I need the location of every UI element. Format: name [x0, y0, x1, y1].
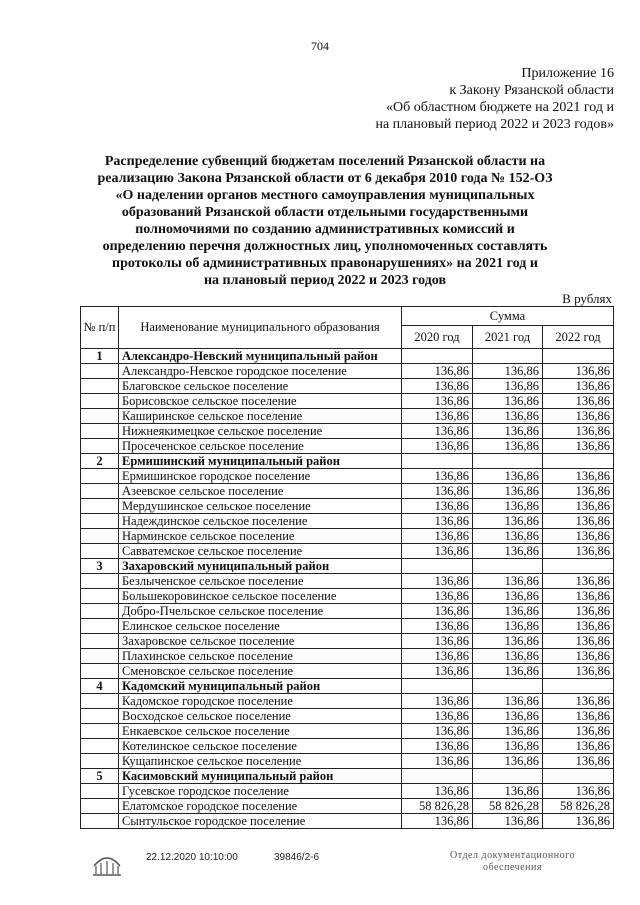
municipality-name: Кадомский муниципальный район [119, 679, 402, 694]
table-row [81, 469, 614, 484]
row-number [81, 604, 119, 619]
table-row [81, 574, 614, 589]
units-label: В рублях [562, 291, 612, 306]
municipality-name: Сменовское сельское поселение [119, 664, 402, 679]
municipality-name: Енкаевское сельское поселение [119, 724, 402, 739]
value-2021: 136,86 [473, 544, 543, 559]
table-row [81, 814, 614, 829]
municipality-name: Нижнеякимецкое сельское поселение [119, 424, 402, 439]
table-row [81, 739, 614, 754]
title-line: «О наделении органов местного самоуправления муниципальных [115, 188, 535, 203]
row-number [81, 394, 119, 409]
value-2022: 58 826,28 [543, 799, 614, 814]
municipality-name: Елинское сельское поселение [119, 619, 402, 634]
value-2020: 136,86 [402, 529, 473, 544]
municipality-name: Плахинское сельское поселение [119, 649, 402, 664]
value-2020 [402, 454, 473, 469]
title-line: полномочиями по созданию административных комиссий и [135, 222, 515, 237]
municipality-name: Восходское сельское поселение [119, 709, 402, 724]
municipality-name: Каширинское сельское поселение [119, 409, 402, 424]
value-2022: 136,86 [543, 544, 614, 559]
appendix-line: Приложение 16 [521, 66, 614, 81]
value-2021: 136,86 [473, 619, 543, 634]
value-2020 [402, 679, 473, 694]
municipality-name: Касимовский муниципальный район [119, 769, 402, 784]
value-2021: 136,86 [473, 694, 543, 709]
title-line: образований Рязанской области отдельными государственными [121, 205, 529, 220]
municipality-name: Савватемское сельское поселение [119, 544, 402, 559]
row-number [81, 544, 119, 559]
value-2021: 136,86 [473, 379, 543, 394]
value-2021: 136,86 [473, 394, 543, 409]
value-2021: 136,86 [473, 724, 543, 739]
value-2021: 136,86 [473, 739, 543, 754]
municipality-name: Борисовское сельское поселение [119, 394, 402, 409]
value-2022: 136,86 [543, 514, 614, 529]
value-2020: 136,86 [402, 469, 473, 484]
value-2020: 136,86 [402, 514, 473, 529]
value-2020: 136,86 [402, 439, 473, 454]
row-number [81, 634, 119, 649]
municipality-name: Ермишинский муниципальный район [119, 454, 402, 469]
value-2022: 136,86 [543, 739, 614, 754]
row-number [81, 754, 119, 769]
duma-logo-icon [90, 848, 124, 878]
title-line: определению перечня должностных лиц, уполномоченных составлять [102, 239, 548, 254]
table-row [81, 439, 614, 454]
value-2022: 136,86 [543, 754, 614, 769]
value-2021: 136,86 [473, 439, 543, 454]
table-row [81, 379, 614, 394]
subvention-table [80, 306, 614, 829]
value-2020: 136,86 [402, 634, 473, 649]
value-2021 [473, 349, 543, 364]
value-2022: 136,86 [543, 634, 614, 649]
value-2020 [402, 769, 473, 784]
value-2021: 136,86 [473, 814, 543, 829]
header-year-2021: 2021 год [473, 326, 543, 349]
table-row [81, 799, 614, 814]
row-number [81, 694, 119, 709]
value-2021: 136,86 [473, 484, 543, 499]
value-2020: 136,86 [402, 604, 473, 619]
value-2022 [543, 454, 614, 469]
title-line: на плановый период 2022 и 2023 годов [203, 273, 447, 288]
table-row [81, 484, 614, 499]
row-number [81, 664, 119, 679]
value-2020: 136,86 [402, 649, 473, 664]
row-number: 3 [81, 559, 119, 574]
value-2021: 136,86 [473, 424, 543, 439]
appendix-line: к Закону Рязанской области [449, 83, 614, 98]
value-2021: 136,86 [473, 529, 543, 544]
page-number: 704 [311, 39, 329, 53]
table-row [81, 604, 614, 619]
municipality-name: Сынтульское городское поселение [119, 814, 402, 829]
value-2021: 136,86 [473, 589, 543, 604]
value-2022: 136,86 [543, 394, 614, 409]
value-2022: 136,86 [543, 439, 614, 454]
value-2022: 136,86 [543, 529, 614, 544]
value-2021: 58 826,28 [473, 799, 543, 814]
header-name: Наименование муниципального образования [119, 307, 402, 349]
value-2021: 136,86 [473, 649, 543, 664]
appendix-line: на плановый период 2022 и 2023 годов» [375, 117, 614, 132]
table-row [81, 424, 614, 439]
value-2022 [543, 349, 614, 364]
municipality-name: Добро-Пчельское сельское поселение [119, 604, 402, 619]
district-row [81, 349, 614, 364]
table-row [81, 364, 614, 379]
row-number [81, 589, 119, 604]
value-2020: 136,86 [402, 619, 473, 634]
value-2021: 136,86 [473, 574, 543, 589]
table-row [81, 709, 614, 724]
value-2022 [543, 559, 614, 574]
district-row [81, 454, 614, 469]
value-2020: 136,86 [402, 544, 473, 559]
value-2022: 136,86 [543, 484, 614, 499]
table-row [81, 514, 614, 529]
value-2022: 136,86 [543, 409, 614, 424]
row-number [81, 574, 119, 589]
row-number [81, 709, 119, 724]
municipality-name: Кадомское городское поселение [119, 694, 402, 709]
row-number [81, 379, 119, 394]
title-line: протоколы об административных правонарушениях» на 2021 год и [112, 256, 538, 271]
district-row [81, 679, 614, 694]
value-2020: 136,86 [402, 424, 473, 439]
value-2020: 136,86 [402, 739, 473, 754]
value-2022: 136,86 [543, 664, 614, 679]
value-2020: 136,86 [402, 754, 473, 769]
value-2022: 136,86 [543, 814, 614, 829]
table-row [81, 544, 614, 559]
table-row [81, 649, 614, 664]
row-number [81, 649, 119, 664]
appendix-header [375, 65, 614, 133]
header-num: № п/п [81, 307, 119, 349]
value-2021: 136,86 [473, 604, 543, 619]
value-2021 [473, 454, 543, 469]
value-2022: 136,86 [543, 604, 614, 619]
row-number [81, 364, 119, 379]
value-2020 [402, 349, 473, 364]
table-row [81, 664, 614, 679]
row-number [81, 739, 119, 754]
row-number [81, 424, 119, 439]
value-2020: 136,86 [402, 499, 473, 514]
table-row [81, 589, 614, 604]
department-stamp [450, 850, 575, 874]
row-number: 2 [81, 454, 119, 469]
appendix-line: «Об областном бюджете на 2021 год и [386, 100, 614, 115]
value-2022: 136,86 [543, 424, 614, 439]
footer-date: 22.12.2020 10:10:00 [146, 852, 238, 863]
row-number: 1 [81, 349, 119, 364]
value-2020: 136,86 [402, 574, 473, 589]
value-2020: 136,86 [402, 694, 473, 709]
value-2021 [473, 769, 543, 784]
value-2020: 136,86 [402, 394, 473, 409]
value-2021: 136,86 [473, 709, 543, 724]
municipality-name: Котелинское сельское поселение [119, 739, 402, 754]
value-2020: 58 826,28 [402, 799, 473, 814]
row-number [81, 724, 119, 739]
municipality-name: Мердушинское сельское поселение [119, 499, 402, 514]
value-2021: 136,86 [473, 364, 543, 379]
municipality-name: Александро-Невский муниципальный район [119, 349, 402, 364]
value-2020 [402, 559, 473, 574]
district-row [81, 769, 614, 784]
stamp-line: Отдел документационного [450, 850, 575, 861]
value-2021: 136,86 [473, 754, 543, 769]
value-2020: 136,86 [402, 814, 473, 829]
document-title [60, 153, 590, 289]
value-2022: 136,86 [543, 694, 614, 709]
table-row [81, 754, 614, 769]
row-number [81, 529, 119, 544]
table-body [81, 349, 614, 829]
value-2021: 136,86 [473, 409, 543, 424]
municipality-name: Захаровский муниципальный район [119, 559, 402, 574]
municipality-name: Азеевское сельское поселение [119, 484, 402, 499]
municipality-name: Безлыченское сельское поселение [119, 574, 402, 589]
row-number: 4 [81, 679, 119, 694]
table-row [81, 394, 614, 409]
value-2021 [473, 559, 543, 574]
value-2022: 136,86 [543, 574, 614, 589]
row-number [81, 409, 119, 424]
stamp-line: обеспечения [483, 862, 542, 873]
table-row [81, 634, 614, 649]
row-number: 5 [81, 769, 119, 784]
value-2020: 136,86 [402, 379, 473, 394]
value-2020: 136,86 [402, 724, 473, 739]
municipality-name: Захаровское сельское поселение [119, 634, 402, 649]
municipality-name: Благовское сельское поселение [119, 379, 402, 394]
value-2021: 136,86 [473, 514, 543, 529]
value-2020: 136,86 [402, 364, 473, 379]
row-number [81, 484, 119, 499]
value-2022: 136,86 [543, 379, 614, 394]
row-number [81, 799, 119, 814]
footer-code: 39846/2-6 [274, 852, 320, 863]
municipality-name: Ермишинское городское поселение [119, 469, 402, 484]
value-2022 [543, 769, 614, 784]
value-2021: 136,86 [473, 469, 543, 484]
table-row [81, 529, 614, 544]
value-2022: 136,86 [543, 619, 614, 634]
value-2022: 136,86 [543, 499, 614, 514]
row-number [81, 784, 119, 799]
value-2022: 136,86 [543, 469, 614, 484]
value-2021: 136,86 [473, 664, 543, 679]
value-2021: 136,86 [473, 499, 543, 514]
value-2020: 136,86 [402, 409, 473, 424]
value-2021 [473, 679, 543, 694]
header-sum: Сумма [402, 307, 614, 326]
municipality-name: Надеждинское сельское поселение [119, 514, 402, 529]
value-2022: 136,86 [543, 724, 614, 739]
title-line: реализацию Закона Рязанской области от 6 декабря 2010 года № 152-ОЗ [97, 171, 553, 186]
header-year-2022: 2022 год [543, 326, 614, 349]
header-year-2020: 2020 год [402, 326, 473, 349]
title-line: Распределение субвенций бюджетам поселений Рязанской области на [104, 154, 546, 169]
district-row [81, 559, 614, 574]
value-2020: 136,86 [402, 664, 473, 679]
row-number [81, 514, 119, 529]
row-number [81, 619, 119, 634]
value-2020: 136,86 [402, 709, 473, 724]
row-number [81, 439, 119, 454]
municipality-name: Нарминское сельское поселение [119, 529, 402, 544]
row-number [81, 499, 119, 514]
row-number [81, 814, 119, 829]
value-2022 [543, 679, 614, 694]
table-row [81, 499, 614, 514]
value-2020: 136,86 [402, 589, 473, 604]
value-2022: 136,86 [543, 709, 614, 724]
municipality-name: Елатомское городское поселение [119, 799, 402, 814]
value-2022: 136,86 [543, 649, 614, 664]
table-row [81, 619, 614, 634]
table-row [81, 694, 614, 709]
value-2020: 136,86 [402, 784, 473, 799]
municipality-name: Просеченское сельское поселение [119, 439, 402, 454]
value-2022: 136,86 [543, 784, 614, 799]
municipality-name: Александро-Невское городское поселение [119, 364, 402, 379]
row-number [81, 469, 119, 484]
table-row [81, 724, 614, 739]
value-2020: 136,86 [402, 484, 473, 499]
municipality-name: Гусевское городское поселение [119, 784, 402, 799]
municipality-name: Кущапинское сельское поселение [119, 754, 402, 769]
value-2022: 136,86 [543, 364, 614, 379]
municipality-name: Большекоровинское сельское поселение [119, 589, 402, 604]
table-row [81, 409, 614, 424]
table-row [81, 784, 614, 799]
value-2022: 136,86 [543, 589, 614, 604]
value-2021: 136,86 [473, 784, 543, 799]
value-2021: 136,86 [473, 634, 543, 649]
